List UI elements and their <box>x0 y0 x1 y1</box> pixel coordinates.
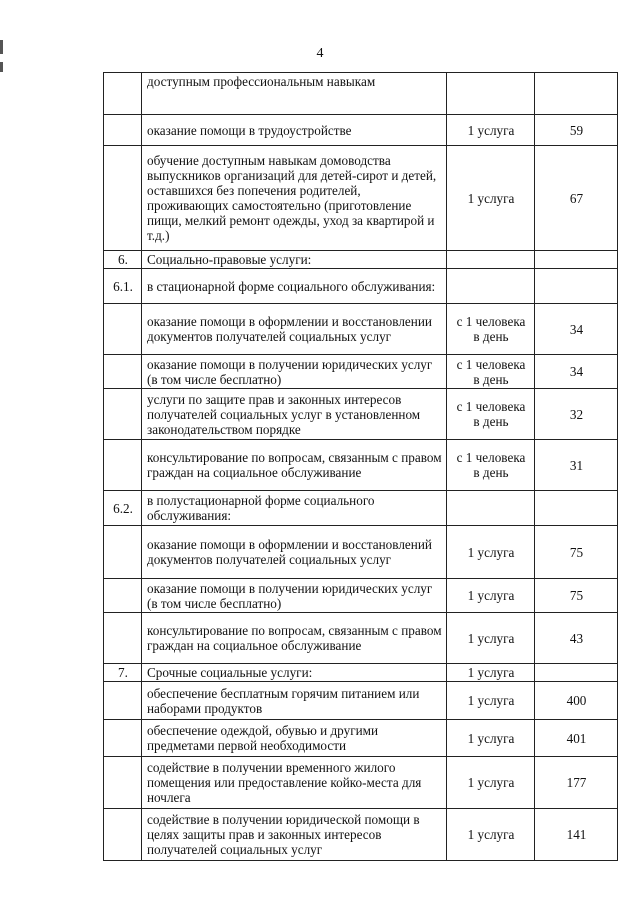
table-row <box>104 526 618 579</box>
service-description: обеспечение одеждой, обувью и другими предметами первой необходимости <box>142 720 447 757</box>
service-price: 75 <box>535 579 618 613</box>
service-price <box>535 664 618 682</box>
table-row <box>104 304 618 355</box>
service-unit: 1 услуга <box>447 526 535 579</box>
service-price <box>535 251 618 269</box>
service-description: оказание помощи в получении юридических услуг (в том числе бесплатно) <box>142 355 447 389</box>
service-unit: с 1 человека в день <box>447 304 535 355</box>
service-description: оказание помощи в получении юридических услуг (в том числе бесплатно) <box>142 579 447 613</box>
services-tariff-table <box>103 72 618 861</box>
service-unit: с 1 человека в день <box>447 440 535 491</box>
service-unit <box>447 251 535 269</box>
service-description: содействие в получении юридической помощи в целях защиты прав и законных интересов получателей социальных услуг <box>142 809 447 861</box>
service-unit: с 1 человека в день <box>447 355 535 389</box>
service-price: 43 <box>535 613 618 664</box>
row-number <box>104 389 142 440</box>
row-number <box>104 682 142 720</box>
table-row <box>104 440 618 491</box>
row-number <box>104 757 142 809</box>
service-description: обучение доступным навыкам домоводства выпускников организаций для детей-сирот и детей, оставшихся без попечения родителей, проживающих самостоятельно (приготовление пищи, мелкий ремонт одежды, уход за квартирой и т.д.) <box>142 146 447 251</box>
table-row <box>104 664 618 682</box>
scan-edge-mark <box>0 62 3 72</box>
service-unit: 1 услуга <box>447 146 535 251</box>
row-number <box>104 526 142 579</box>
row-number <box>104 613 142 664</box>
row-number: 6.2. <box>104 491 142 526</box>
table-row <box>104 757 618 809</box>
subsection-heading: в стационарной форме социального обслуживания: <box>142 269 447 304</box>
service-price <box>535 73 618 115</box>
table-row <box>104 146 618 251</box>
table-row <box>104 491 618 526</box>
row-number <box>104 440 142 491</box>
row-number <box>104 146 142 251</box>
row-number <box>104 809 142 861</box>
service-price <box>535 491 618 526</box>
service-description: содействие в получении временного жилого помещения или предоставление койко-места для ночлега <box>142 757 447 809</box>
service-unit: 1 услуга <box>447 613 535 664</box>
table-row <box>104 355 618 389</box>
service-price: 75 <box>535 526 618 579</box>
service-price: 34 <box>535 355 618 389</box>
service-description: оказание помощи в трудоустройстве <box>142 115 447 146</box>
service-unit: 1 услуга <box>447 664 535 682</box>
service-price: 401 <box>535 720 618 757</box>
page-number: 4 <box>316 46 324 61</box>
service-description: консультирование по вопросам, связанным с правом граждан на социальное обслуживание <box>142 613 447 664</box>
service-price: 67 <box>535 146 618 251</box>
service-unit: с 1 человека в день <box>447 389 535 440</box>
service-description: консультирование по вопросам, связанным с правом граждан на социальное обслуживание <box>142 440 447 491</box>
service-description: доступным профессиональным навыкам <box>142 73 447 115</box>
table-row <box>104 269 618 304</box>
row-number <box>104 579 142 613</box>
service-unit: 1 услуга <box>447 115 535 146</box>
table-row <box>104 251 618 269</box>
row-number: 7. <box>104 664 142 682</box>
service-price: 59 <box>535 115 618 146</box>
table-row <box>104 73 618 115</box>
table-row <box>104 613 618 664</box>
subsection-heading: в полустационарной форме социального обслуживания: <box>142 491 447 526</box>
row-number <box>104 73 142 115</box>
section-heading: Срочные социальные услуги: <box>142 664 447 682</box>
section-heading: Социально-правовые услуги: <box>142 251 447 269</box>
service-unit <box>447 269 535 304</box>
service-description: оказание помощи в оформлении и восстановлении документов получателей социальных услуг <box>142 304 447 355</box>
row-number <box>104 115 142 146</box>
service-description: оказание помощи в оформлении и восстановлений документов получателей социальных услуг <box>142 526 447 579</box>
row-number <box>104 304 142 355</box>
table-row <box>104 115 618 146</box>
row-number <box>104 355 142 389</box>
service-description: услуги по защите прав и законных интересов получателей социальных услуг в установленном законодательством порядке <box>142 389 447 440</box>
service-price: 400 <box>535 682 618 720</box>
table-row <box>104 809 618 861</box>
row-number: 6.1. <box>104 269 142 304</box>
service-unit <box>447 73 535 115</box>
service-unit <box>447 491 535 526</box>
service-unit: 1 услуга <box>447 757 535 809</box>
service-price: 177 <box>535 757 618 809</box>
service-price <box>535 269 618 304</box>
service-price: 31 <box>535 440 618 491</box>
service-unit: 1 услуга <box>447 809 535 861</box>
service-price: 141 <box>535 809 618 861</box>
table-row <box>104 720 618 757</box>
service-price: 32 <box>535 389 618 440</box>
service-price: 34 <box>535 304 618 355</box>
table-row <box>104 579 618 613</box>
service-unit: 1 услуга <box>447 720 535 757</box>
table-row <box>104 682 618 720</box>
service-unit: 1 услуга <box>447 682 535 720</box>
table-row <box>104 389 618 440</box>
service-description: обеспечение бесплатным горячим питанием или наборами продуктов <box>142 682 447 720</box>
row-number: 6. <box>104 251 142 269</box>
service-unit: 1 услуга <box>447 579 535 613</box>
row-number <box>104 720 142 757</box>
